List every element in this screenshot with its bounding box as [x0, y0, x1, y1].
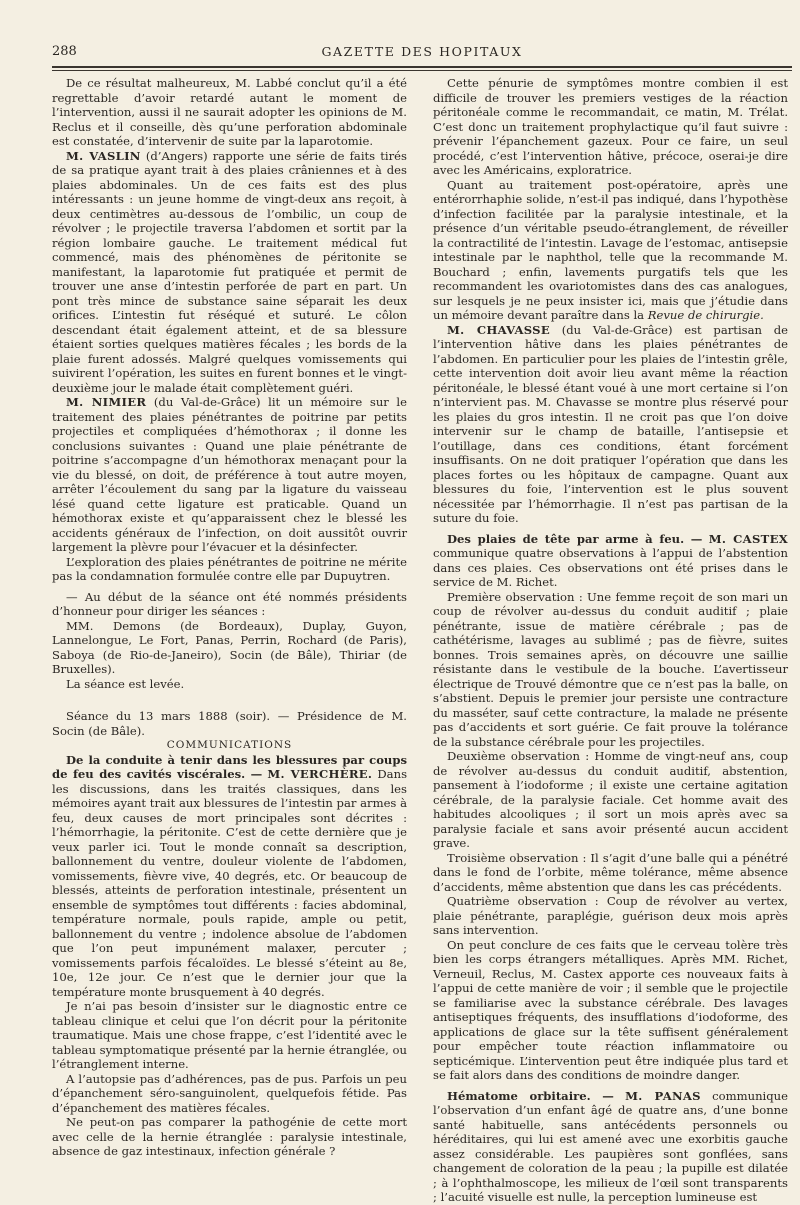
paragraph	[52, 753, 407, 1000]
article-title: De la conduite à tenir dans les blessures par coups de feu des cavités viscérales. —	[52, 752, 407, 781]
speaker-name: M. CHAVASSE	[447, 322, 550, 337]
paragraph: Je n’ai pas besoin d’insister sur le diagnostic entre ce tableau clinique et celui que l’on décrit pour la péritonite traumatique. Mais une chose frappe, c’est l’identité avec le tableau symptomatique présenté par la hernie étranglée, ou l’étranglement interne.	[52, 999, 407, 1071]
paragraph: La séance est levée.	[66, 676, 185, 691]
article-title: Hématome orbitaire. —	[447, 1088, 614, 1103]
left-column	[52, 76, 407, 1156]
header-rule-thin	[52, 70, 792, 71]
paragraph-text: communique l’observation d’un enfant âgé de quatre ans, d’une bonne santé habituelle, sans antécédents personnels ou héréditaires, qui lui est amené avec une exorbitis gauche assez considérable. Les paupières sont gonflées, sans changement de coloration de la peau ; la pupille est dilatée ; à l’ophthalmoscope, les milieux de l’œil sont transparents ; l’acuité visuelle est nulle, la perception lumineuse est	[433, 1088, 788, 1204]
paragraph	[433, 178, 788, 323]
paragraph: Quatrième observation : Coup de révolver au vertex, plaie pénétrante, paraplégie, guérison deux mois après sans intervention.	[433, 894, 788, 937]
journal-reference: Revue de chirurgie.	[647, 308, 764, 322]
separator	[52, 691, 407, 709]
speaker-name: M. CASTEX	[708, 531, 788, 546]
speaker-name: M. VERCHÈRE.	[267, 767, 373, 781]
paragraph: Deuxième observation : Homme de vingt-neuf ans, coup de révolver au-dessus du conduit auditif, abstention, pansement à l’iodoforme ; il existe une certaine agitation cérébrale, de la paralysie faciale. Cet homme avait des habitudes alcooliques ; il sort un mois après avec sa paralysie faciale et sans avoir présenté aucun accident grave.	[433, 749, 788, 850]
paragraph	[52, 395, 407, 555]
paragraph	[433, 1089, 788, 1205]
paragraph	[433, 532, 788, 590]
section-title: COMMUNICATIONS	[166, 739, 293, 751]
speaker-name: M. NIMIER	[66, 395, 147, 409]
paragraph: De ce résultat malheureux, M. Labbé conclut qu’il a été regrettable d’avoir retardé autant le moment de l’intervention, aussi il ne saurait adopter les opinions de M. Reclus et il conseille, dès qu’une perforation abdominale est constatée, d’intervenir de suite par la laparotomie.	[52, 76, 407, 148]
article-title: Des plaies de tête par arme à feu. —	[447, 531, 703, 546]
page-header	[52, 44, 792, 64]
right-column	[433, 76, 788, 1204]
paragraph: On peut conclure de ces faits que le cerveau tolère très bien les corps étrangers métalliques. Après MM. Richet, Verneuil, Reclus, M. Castex apporte ces nouveaux faits à l’appui de cette manière de voir ; il semble que le projectile se familiarise avec la substance cérébrale. Des lavages antiseptiques fréquents, des insufflations d’iodoforme, des applications de glace sur la tête suffisent généralement pour empêcher toute réaction inflammatoire ou septicémique. L’intervention peut être indiquée plus tard et se fait alors dans des conditions de moindre danger.	[433, 937, 788, 1082]
paragraph-text: (du Val-de-Grâce) lit un mémoire sur le traitement des plaies pénétrantes de poitrine par petits projectiles et compliquées d’hémothorax ; il donne les conclusions suivantes : Quand une plaie pénétrante de poitrine s’accompagne d’un hémothorax menaçant pour la vie du blessé, on doit, de préférence à tout autre moyen, arrêter l’écoulement du sang par la ligature du vaisseau lésé quand cette ligature est praticable. Quand un hémothorax existe et qu’apparaissent chez le blessé les accidents généraux de l’infection, on doit aussitôt ouvrir largement la plèvre pour l’évacuer et la désinfecter.	[52, 395, 408, 554]
header-rule-thick	[52, 66, 792, 68]
page-number: 288	[52, 44, 77, 59]
paragraph-text: Quant au traitement post-opératoire, après une entérorrhaphie solide, n’est-il pas indiqué, dans l’hypothèse d’infection facilitée par la paralysie intestinale, et la présence d’un véritable pseudo-étranglement, de réveiller la contractilité de l’intestin. Lavage de l’estomac, antisepsie intestinale par le naphthol, telle que la recommande M. Bouchard ; enfin, lavements purgatifs tels que les recommandent les ovariotomistes dans des cas analogues, sur lesquels je ne peux insister ici, mais que j’étudie dans un mémoire devant paraître dans la	[433, 177, 788, 322]
paragraph-text: (du Val-de-Grâce) est partisan de l’intervention hâtive dans les plaies pénétrantes de l’abdomen. En particulier pour les plaies de l’intestin grêle, cette intervention doit avoir lieu avant même la réaction péritonéale, le blessé étant voué à une mort certaine si l’on n’intervient pas. M. Chavasse se montre plus réservé pour les plaies du gros intestin. Il ne croit pas que l’on doive intervenir sur le champ de bataille, l’antisepsie et l’outillage, dans ces conditions, étant forcément insuffisants. On ne doit pratiquer l’opération que dans les places fortes ou les hôpitaux de campagne. Quant aux blessures du foie, l’intervention est le plus souvent nécessitée par l’hémorrhagie. Il n’est pas partisan de la suture du foie.	[433, 322, 788, 525]
paragraph: A l’autopsie pas d’adhérences, pas de pus. Parfois un peu d’épanchement séro-sanguinolent, quelquefois fétide. Pas d’épanchement des matières fécales.	[52, 1071, 407, 1115]
paragraph	[52, 149, 407, 396]
paragraph	[433, 323, 788, 526]
paragraph: Ne peut-on pas comparer la pathogénie de cette mort avec celle de la hernie étranglée : paralysie intestinale, absence de gaz intestinaux, infection générale ?	[52, 1115, 407, 1158]
paragraph: Cette pénurie de symptômes montre combien il est difficile de trouver les premiers vestiges de la réaction péritonéale comme le recommandait, ce matin, M. Trélat. C’est donc un traitement prophylactique qu’il faut suivre : prévenir l’épanchement gazeux. Pour ce faire, un seul procédé, c’est l’intervention hâtive, précoce, oserai-je dire avec les Américains, exploratrice.	[433, 76, 788, 177]
paragraph: — Au début de la séance ont été nommés présidents d’honneur pour diriger les séances :	[52, 589, 407, 618]
speaker-name: M. PANAS	[625, 1088, 701, 1103]
paragraph: Première observation : Une femme reçoit de son mari un coup de révolver au-dessus du conduit auditif ; plaie pénétrante, issue de matière cérébrale ; pas de cathétérisme, lavages au sublimé ; pas de fièvre, suites bonnes. Trois semaines après, on découvre une saillie résistante dans le vestibule de la bouche. L’avertisseur électrique de Trouvé démontre que ce n’est pas la balle, on s’abstient. Depuis le premier jour persiste une contracture du masséter, sauf cette contracture, la malade ne présente pas d’accidents et sort guérie. Ce fait prouve la tolérance de la substance cérébrale pour les projectiles.	[433, 589, 788, 749]
paragraph: L’exploration des plaies pénétrantes de poitrine ne mérite pas la condamnation formulée contre elle par Dupuytren.	[52, 554, 407, 583]
session-heading: Séance du 13 mars 1888 (soir). — Présidence de M. Socin (de Bâle).	[52, 709, 407, 738]
paragraph: MM. Demons (de Bordeaux), Duplay, Guyon, Lannelongue, Le Fort, Panas, Perrin, Rochard (de Paris), Saboya (de Rio-de-Janeiro), Socin (de Bâle), Thiriar (de Bruxelles).	[52, 618, 407, 676]
paragraph: Troisième observation : Il s’agit d’une balle qui a pénétré dans le fond de l’orbite, même tolérance, même absence d’accidents, même abstention que dans les cas précédents.	[433, 850, 788, 894]
journal-title: GAZETTE DES HOPITAUX	[321, 44, 523, 59]
paragraph-text: communique quatre observations à l’appui de l’abstention dans ces plaies. Ces observations ont été prises dans le service de M. Richet.	[433, 546, 788, 589]
paragraph-text: (d’Angers) rapporte une série de faits tirés de sa pratique ayant trait à des plaies crâniennes et à des plaies abdominales. Un de ces faits est des plus intéressants : un jeune homme de vingt-deux ans reçoit, à deux centimètres au-dessous de l’ombilic, un coup de révolver ; le projectile traversa l’abdomen et sortit par la région lombaire gauche. Le traitement médical fut commencé, mais des phénomènes de péritonite se manifestant, la laparotomie fut pratiquée et permit de trouver une anse d’intestin perforée de part en part. Un pont très mince de substance saine séparait les deux orifices. L’intestin fut réséqué et suturé. Le côlon descendant était également atteint, et de sa blessure étaient sorties quelques matières fécales ; les bords de la plaie furent adossés. Malgré quelques vomissements qui suivirent l’opération, les suites en furent bonnes et le vingt-deuxième jour le malade était complètement guéri.	[52, 148, 407, 395]
paragraph-text: Dans les discussions, dans les traités classiques, dans les mémoires ayant trait aux blessures de l’intestin par armes à feu, deux causes de mort principales sont décrites : l’hémorrhagie, la péritonite. C’est de cette dernière que je veux parler ici. Tout le monde connaît sa description, ballonnement du ventre, douleur violente de l’abdomen, vomissements, fièvre vive, 40 degrés, etc. Or beaucoup de blessés, atteints de perforation intestinale, présentent un ensemble de symptômes tout différents : facies abdominal, température normale, pouls rapide, ample ou petit, ballonnement du ventre ; indolence absolue de l’abdomen que l’on peut impunément malaxer, percuter ; vomissements parfois fécaloïdes. Le blessé s’éteint au 8e, 10e, 12e jour. Ce n’est que le dernier jour que la température monte brusquement à 40 degrés.	[52, 767, 408, 999]
speaker-name: M. VASLIN	[66, 148, 141, 163]
